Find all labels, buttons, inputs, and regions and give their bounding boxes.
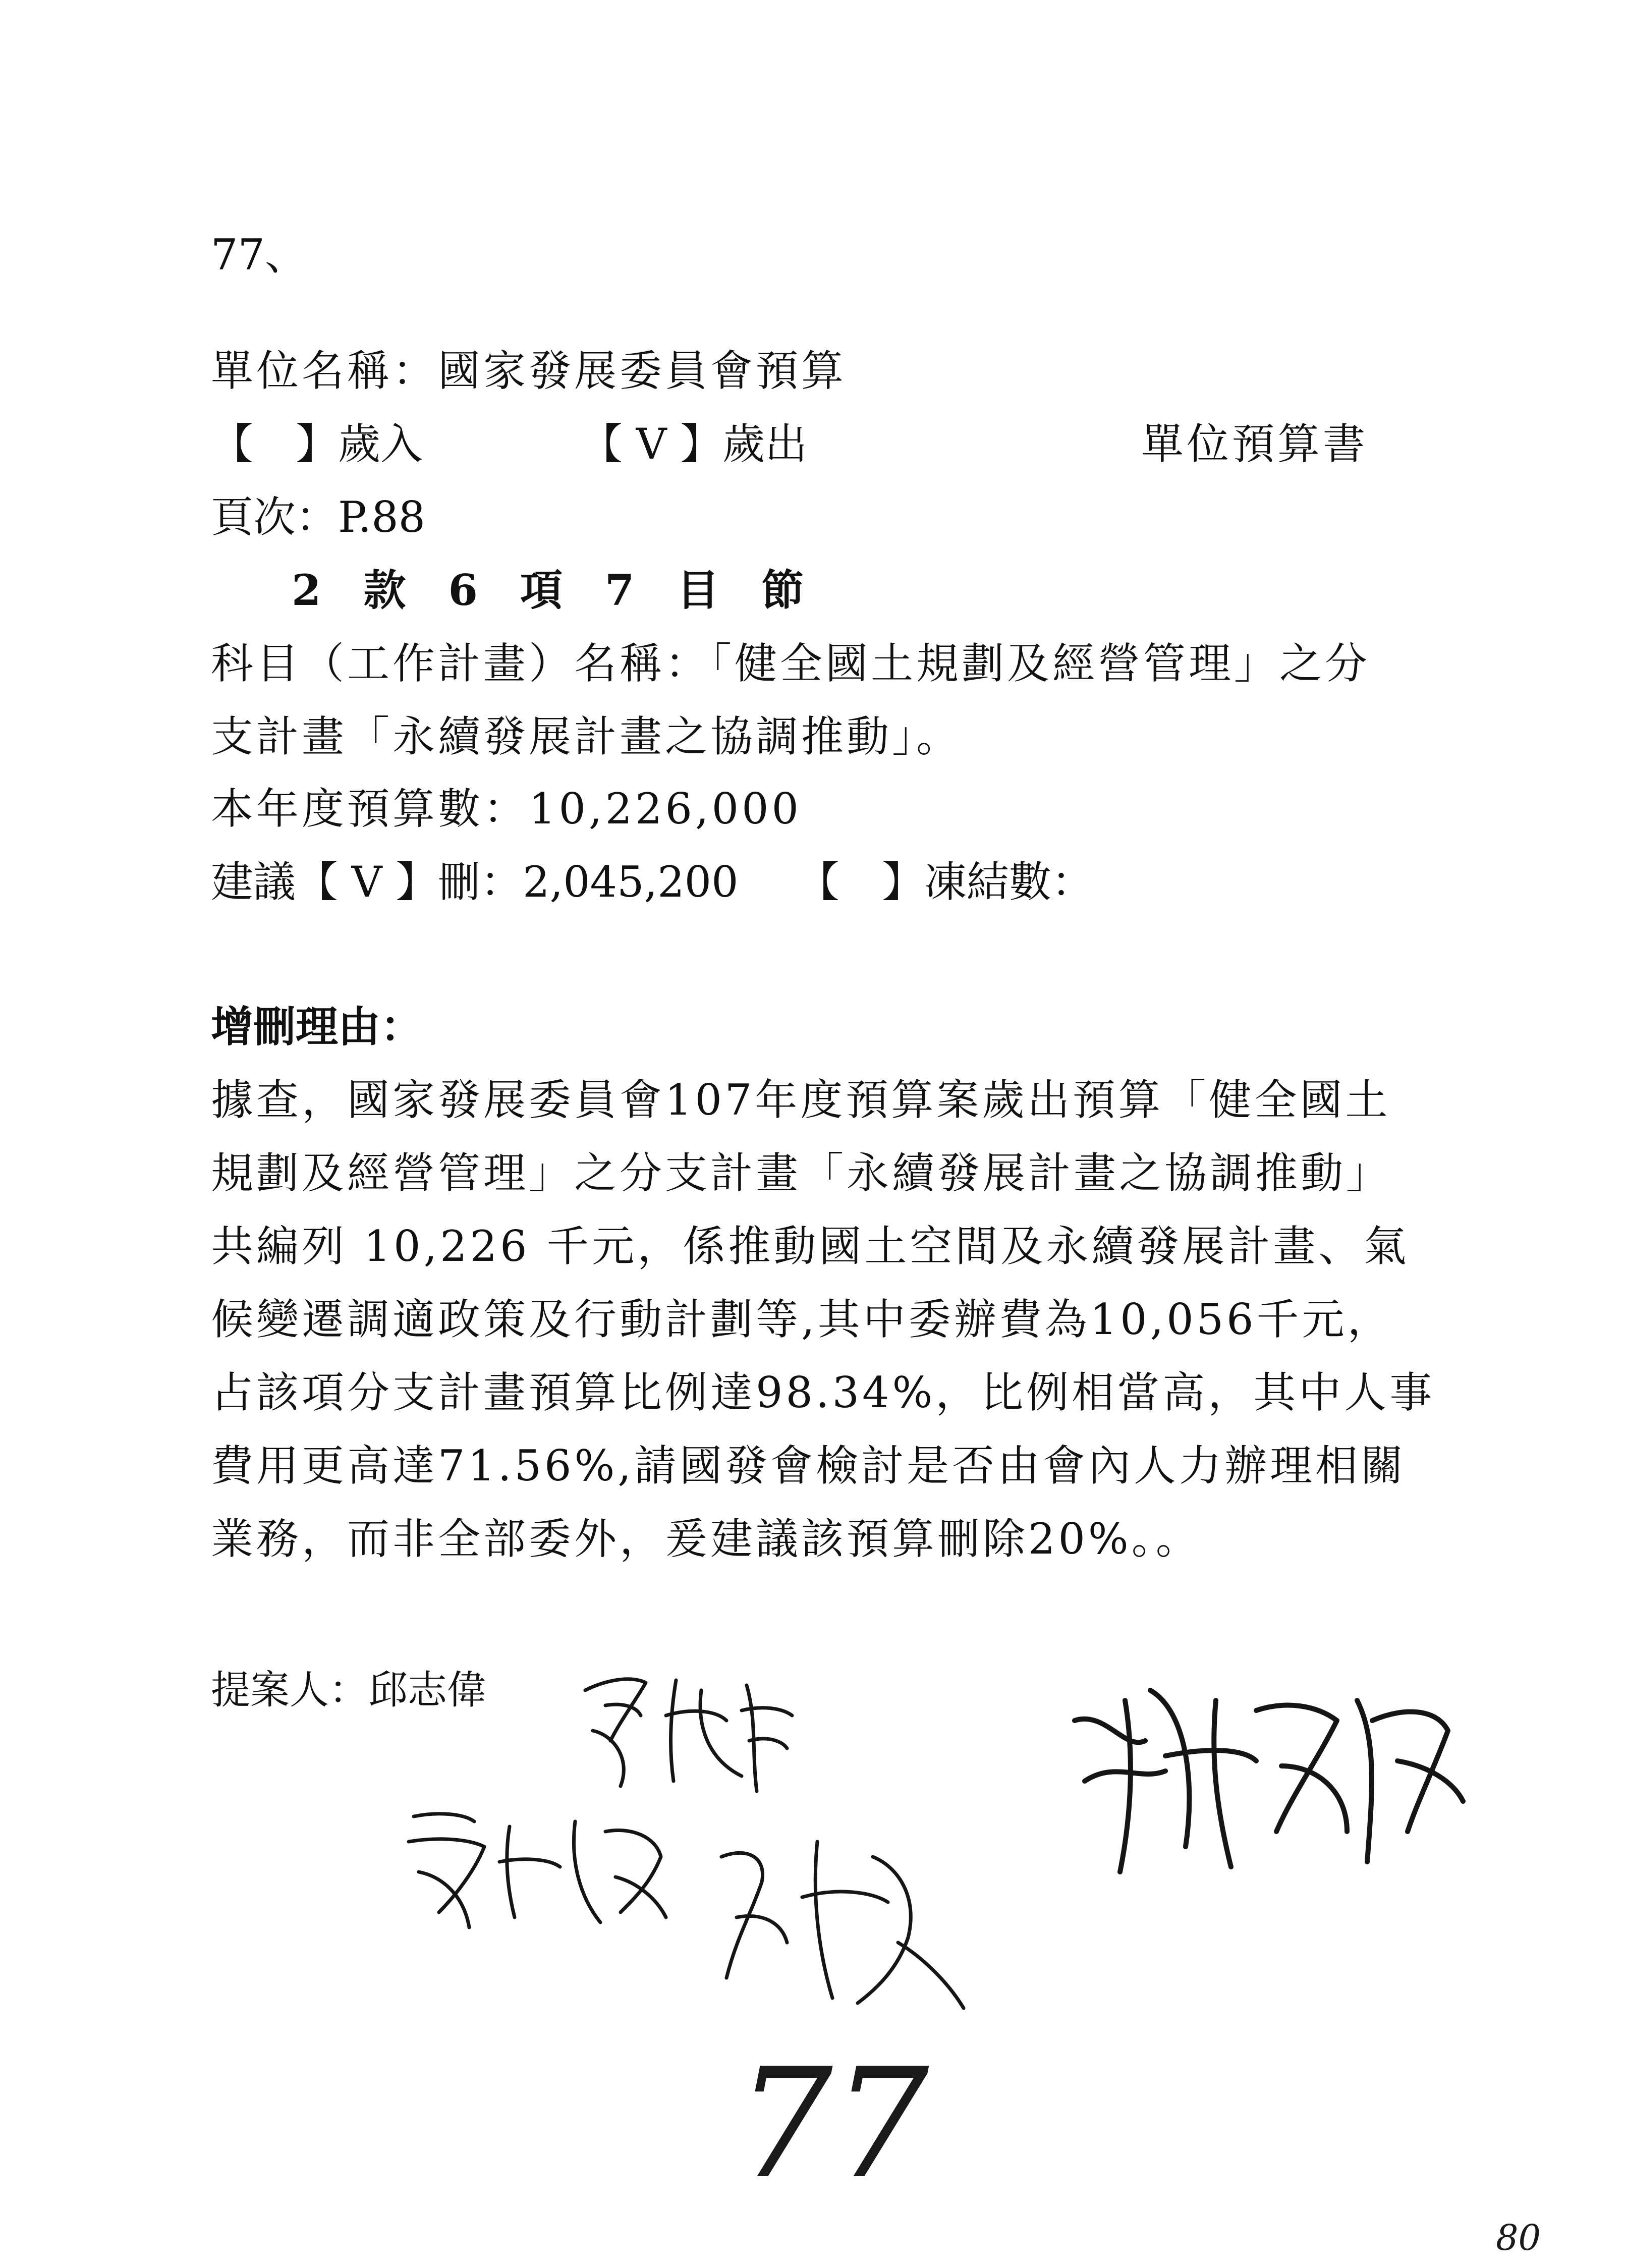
reason-line: 費用更高達71.56%,請國發會檢討是否由會內人力辦理相關: [211, 1441, 1406, 1490]
signature-large: [1064, 1680, 1478, 1892]
expenditure-checkbox: 【 V 】歲出: [580, 419, 808, 469]
unit-name: 單位名稱：國家發展委員會預算: [211, 346, 847, 396]
budget-amount: 本年度預算數：10,226,000: [211, 784, 802, 834]
reason-title: 增刪理由：: [211, 1002, 423, 1052]
reason-line: 規劃及經營管理」之分支計畫「永續發展計畫之協調推動」: [211, 1148, 1392, 1198]
page-reference: 頁次：P.88: [211, 492, 426, 542]
signature-small: [706, 1827, 969, 2018]
reason-line: 占該項分支計畫預算比例達98.34%，比例相當高，其中人事: [211, 1368, 1435, 1417]
revenue-checkbox: 【 】歲入: [211, 419, 423, 469]
signature-qiu: [575, 1660, 807, 1801]
subject-line-1: 科目（工作計畫）名稱：「健全國土規劃及經營管理」之分: [211, 639, 1371, 688]
reason-line: 共編列 10,226 千元，係推動國土空間及永續發展計畫、氣: [211, 1222, 1410, 1271]
freeze-amount: 【 】凍結數：: [797, 857, 1094, 907]
section-line: 2 款 6 項 7 目 節: [292, 565, 804, 615]
signature-gao: [399, 1796, 681, 1948]
corner-page-number: 80: [1496, 2217, 1541, 2258]
item-number: 77、: [211, 230, 307, 280]
handwritten-number: 77: [737, 2036, 929, 2212]
reason-line: 據查，國家發展委員會107年度預算案歲出預算「健全國土: [211, 1075, 1391, 1125]
reason-line: 業務，而非全部委外，爰建議該預算刪除20%。。: [211, 1514, 1201, 1564]
document-type: 單位預算書: [1141, 419, 1369, 469]
suggest-delete: 建議【 V 】刪：2,045,200: [211, 857, 739, 907]
reason-line: 候變遷調適政策及行動計劃等,其中委辦費為10,056千元，: [211, 1295, 1393, 1344]
proposer-label: 提案人：邱志偉: [211, 1668, 487, 1713]
subject-line-2: 支計畫「永續發展計畫之協調推動」。: [211, 712, 962, 761]
